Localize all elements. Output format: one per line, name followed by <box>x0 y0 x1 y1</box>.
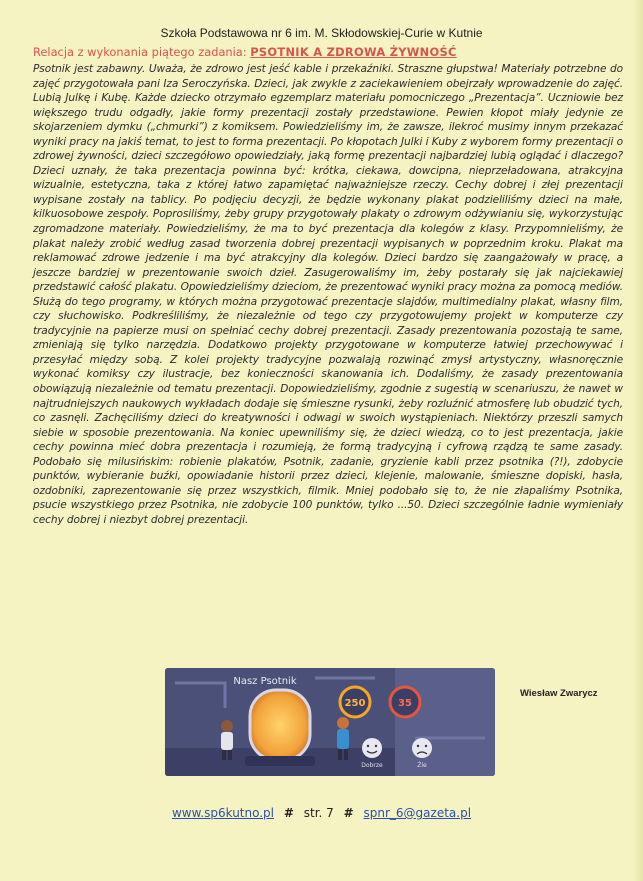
school-header: Szkoła Podstawowa nr 6 im. M. Skłodowskiej-Curie w Kutnie <box>160 26 483 40</box>
footer-separator: # <box>343 806 354 820</box>
page-number: str. 7 <box>303 806 334 820</box>
footer-separator: # <box>283 806 294 820</box>
illustration-title: Nasz Psotnik <box>233 676 297 687</box>
subtitle-topic: PSOTNIK A ZDROWA ŻYWNOŚĆ <box>250 45 457 59</box>
article-body: Psotnik jest zabawny. Uważa, że zdrowo jest jeść kable i przekaźniki. Straszne głupstwa! Materiały potrzebne do zajęć przygotowała pani Iza Seroczyńska. Dzieci, jak zwykle z zaciekawieniem obejrzały wprowadzenie do zajęć. Lubią Julkę i Kubę. Każde dziecko otrzymało egzemplarz materiału pomocniczego „Prezentacja”. Uczniowie bez większego trudu odgadły, jakie formy prezentacji zostały przedstawione. Pewien kłopot miały jedynie ze skojarzeniem dymku („chmurki”) z komiksem. Powiedzieliśmy im, że zawsze, ilekroć musimy innym przekazać wyniki pracy na jakiś temat, to jest to forma prezentacji. Po kłopotach Julki i Kuby z wyborem formy prezentacji o zdrowej żywności, dzieci szczegółowo opowiedziały, jaką formę prezentacji najbardziej lubią oglądać i dlaczego? Dzieci uznały, że taka prezentacja powinna być: krótka, ciekawa, dowcipna, nieprzeładowana, atrakcyjna wizualnie, estetyczna, taka z której łatwo zapamiętać najważniejsze rzeczy. Cechy dobrej i złej prezentacji wypisane zostały na tablicy. Po podjęciu decyzji, że będzie wykonany plakat podzieliliśmy dzieci na małe, kilkuosobowe zespoły. Poprosiliśmy, żeby grupy przygotowały plakaty o zdrowym odżywianiu się, wykorzystując zgromadzone materiały. Powiedzieliśmy, że ma to być prezentacja dla kolegów z klasy. Przypomnieliśmy, że plakat należy zrobić według zasad tworzenia dobrej prezentacji wypisanych w poprzednim kroku. Plakat ma reklamować zdrowe jedzenie i ma być atrakcyjny dla kolegów. Dzieci bardzo się zaangażowały w pracę, a jeszcze bardziej w prezentowanie swoich dzieł. Zasugerowaliśmy im, żeby postarały się jak najciekawiej przedstawić całość plakatu. Opowiedzieliśmy dzieciom, że prezentować wyniki pracy można za pomocą mediów. Służą do tego programy, w których można przygotować prezentacje slajdów, multimedialny plakat, własny film, czy słuchowisko. Podkreśliliśmy, że niezależnie od tego czy przygotowujemy projekt w komputerze czy tradycyjnie na papierze musi on spełniać cechy dobrej prezentacji. Zasady prezentowania pozostają te same, zmieniają się tylko narzędzia. Dodatkowo projekty przygotowane w komputerze łatwiej przechowywać i przesyłać między sobą. Z kolei projekty tradycyjne pozwalają rozwinąć zmysł artystyczny, własnoręcznie wykonać komiksy czy ilustracje, bez konieczności skanowania ich. Dodaliśmy, że zasady prezentowania obowiązują niezależnie od tematu prezentacji. Dopowiedzieliśmy, zgodnie z sugestią w scenariuszu, że nawet w najtrudniejszych naukowych wykładach dodaje się śmieszne rysunki, żeby rozluźnić atmosferę lub obudzić tych, co zasnęli. Zachęciliśmy dzieci do kreatywności i odwagi w swoich wystąpieniach. Niektórzy przeszli samych siebie w sposobie prezentowania. Na koniec upewniliśmy się, że dzieci wiedzą, co to jest prezentacja, jakie cechy powinna mieć dobra prezentacja i rozumieją, że formą tradycyjną i cyfrową rządzą te same zasady. Podobało się milusińskim: robienie plakatów, Psotnik, zadanie, gryzienie kabli przez psotnika (?!), zdobycie punktów, wybieranie buźki, opowiadanie historii przez dzieci, klejenie, malowanie, śmieszne dopiski, hasła, ozdobniki, zaprezentowanie się przez wszystkich, filmik. Mniej podobało się to, że nie złapaliśmy Psotnika, psucie wszystkiego przez Psotnika, nie zdobycie 100 punktów, tylko ...50. Dzieci szczególnie ładnie wymieniały cechy dobrej i niezbyt dobrej prezentacji. <box>33 63 623 526</box>
page-footer <box>0 806 643 820</box>
email-link[interactable]: spnr_6@gazeta.pl <box>363 806 472 820</box>
subtitle-prefix: Relacja z wykonania piątego zadania: <box>33 45 251 59</box>
score-good-value: 250 <box>344 698 366 709</box>
page-edge <box>633 0 643 881</box>
score-bad-value: 35 <box>398 698 412 709</box>
article-subtitle <box>33 45 623 59</box>
psotnik-illustration <box>165 668 495 776</box>
website-link[interactable]: www.sp6kutno.pl <box>171 806 275 820</box>
author-signature: Wiesław Zwarycz <box>520 688 598 699</box>
face-label-bad: Źle <box>417 762 427 769</box>
psotnik-tube <box>250 690 310 760</box>
face-label-good: Dobrze <box>361 762 383 769</box>
